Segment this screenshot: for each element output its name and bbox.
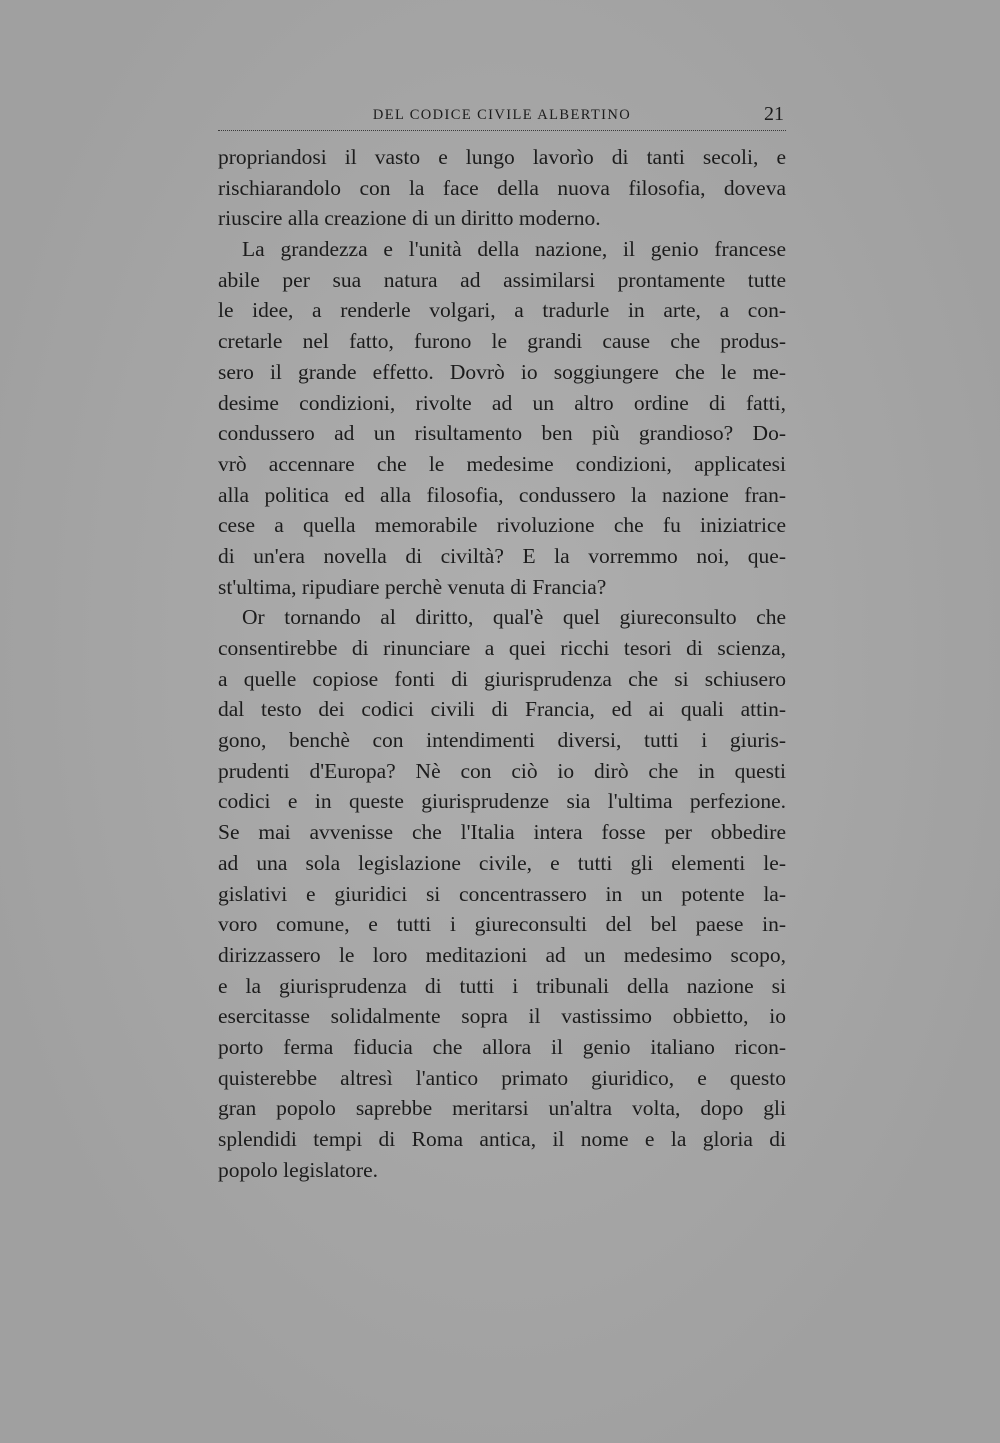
- text-line: a quelle copiose fonti di giurisprudenza che si schiusero: [218, 666, 786, 691]
- running-title: DEL CODICE CIVILE ALBERTINO: [372, 107, 632, 123]
- text-line: Or tornando al diritto, qual'è quel giureconsulto che: [242, 605, 786, 630]
- text-line: ad una sola legislazione civile, e tutti gli elementi le-: [218, 850, 786, 875]
- text-line: codici e in queste giurisprudenze sia l'ultima perfezione.: [218, 789, 786, 814]
- page-number: 21: [764, 103, 784, 125]
- text-line: gislativi e giuridici si concentrassero in un potente la-: [218, 881, 786, 906]
- text-line: consentirebbe di rinunciare a quei ricchi tesori di scienza,: [218, 636, 786, 660]
- text-line: dal testo dei codici civili di Francia, ed ai quali attin-: [218, 697, 786, 722]
- text-line: e la giurisprudenza di tutti i tribunali della nazione si: [218, 973, 786, 998]
- text-line: porto ferma fiducia che allora il genio italiano ricon-: [218, 1034, 786, 1059]
- body-text: [218, 142, 786, 1185]
- text-line: splendidi tempi di Roma antica, il nome e la gloria di: [218, 1127, 786, 1151]
- text-line: esercitasse solidalmente sopra il vastissimo obbietto, io: [218, 1004, 786, 1029]
- text-line: le idee, a renderle volgari, a tradurle in arte, a con-: [218, 298, 786, 323]
- running-head: [218, 104, 786, 131]
- text-line: gran popolo saprebbe meritarsi un'altra volta, dopo gli: [218, 1096, 786, 1121]
- text-line: quisterebbe altresì l'antico primato giuridico, e questo: [218, 1065, 786, 1090]
- text-line: rischiarandolo con la face della nuova filosofia, doveva: [218, 175, 786, 200]
- text-line: La grandezza e l'unità della nazione, il genio francese: [242, 237, 786, 262]
- text-line: di un'era novella di civiltà? E la vorremmo noi, que-: [218, 543, 786, 568]
- text-line: popolo legislatore.: [218, 1157, 379, 1182]
- text-line: cese a quella memorabile rivoluzione che fu iniziatrice: [218, 513, 786, 538]
- text-line: cretarle nel fatto, furono le grandi cause che produs-: [218, 329, 786, 354]
- text-line: riuscire alla creazione di un diritto moderno.: [218, 206, 601, 231]
- text-line: st'ultima, ripudiare perchè venuta di Francia?: [218, 574, 607, 599]
- text-line: alla politica ed alla filosofia, condussero la nazione fran-: [218, 482, 786, 507]
- text-line: condussero ad un risultamento ben più grandioso? Do-: [218, 421, 786, 446]
- text-line: dirizzassero le loro meditazioni ad un medesimo scopo,: [218, 942, 786, 967]
- text-line: prudenti d'Europa? Nè con ciò io dirò che in questi: [218, 758, 786, 783]
- text-line: propriandosi il vasto e lungo lavorìo di tanti secoli, e: [218, 145, 786, 169]
- text-line: gono, benchè con intendimenti diversi, tutti i giuris-: [218, 728, 786, 753]
- text-line: sero il grande effetto. Dovrò io soggiungere che le me-: [218, 359, 786, 384]
- text-line: voro comune, e tutti i giureconsulti del bel paese in-: [218, 912, 786, 937]
- text-line: Se mai avvenisse che l'Italia intera fosse per obbedire: [218, 820, 786, 845]
- text-line: desime condizioni, rivolte ad un altro ordine di fatti,: [218, 390, 786, 415]
- text-line: abile per sua natura ad assimilarsi prontamente tutte: [218, 267, 786, 292]
- text-line: vrò accennare che le medesime condizioni, applicatesi: [218, 451, 786, 476]
